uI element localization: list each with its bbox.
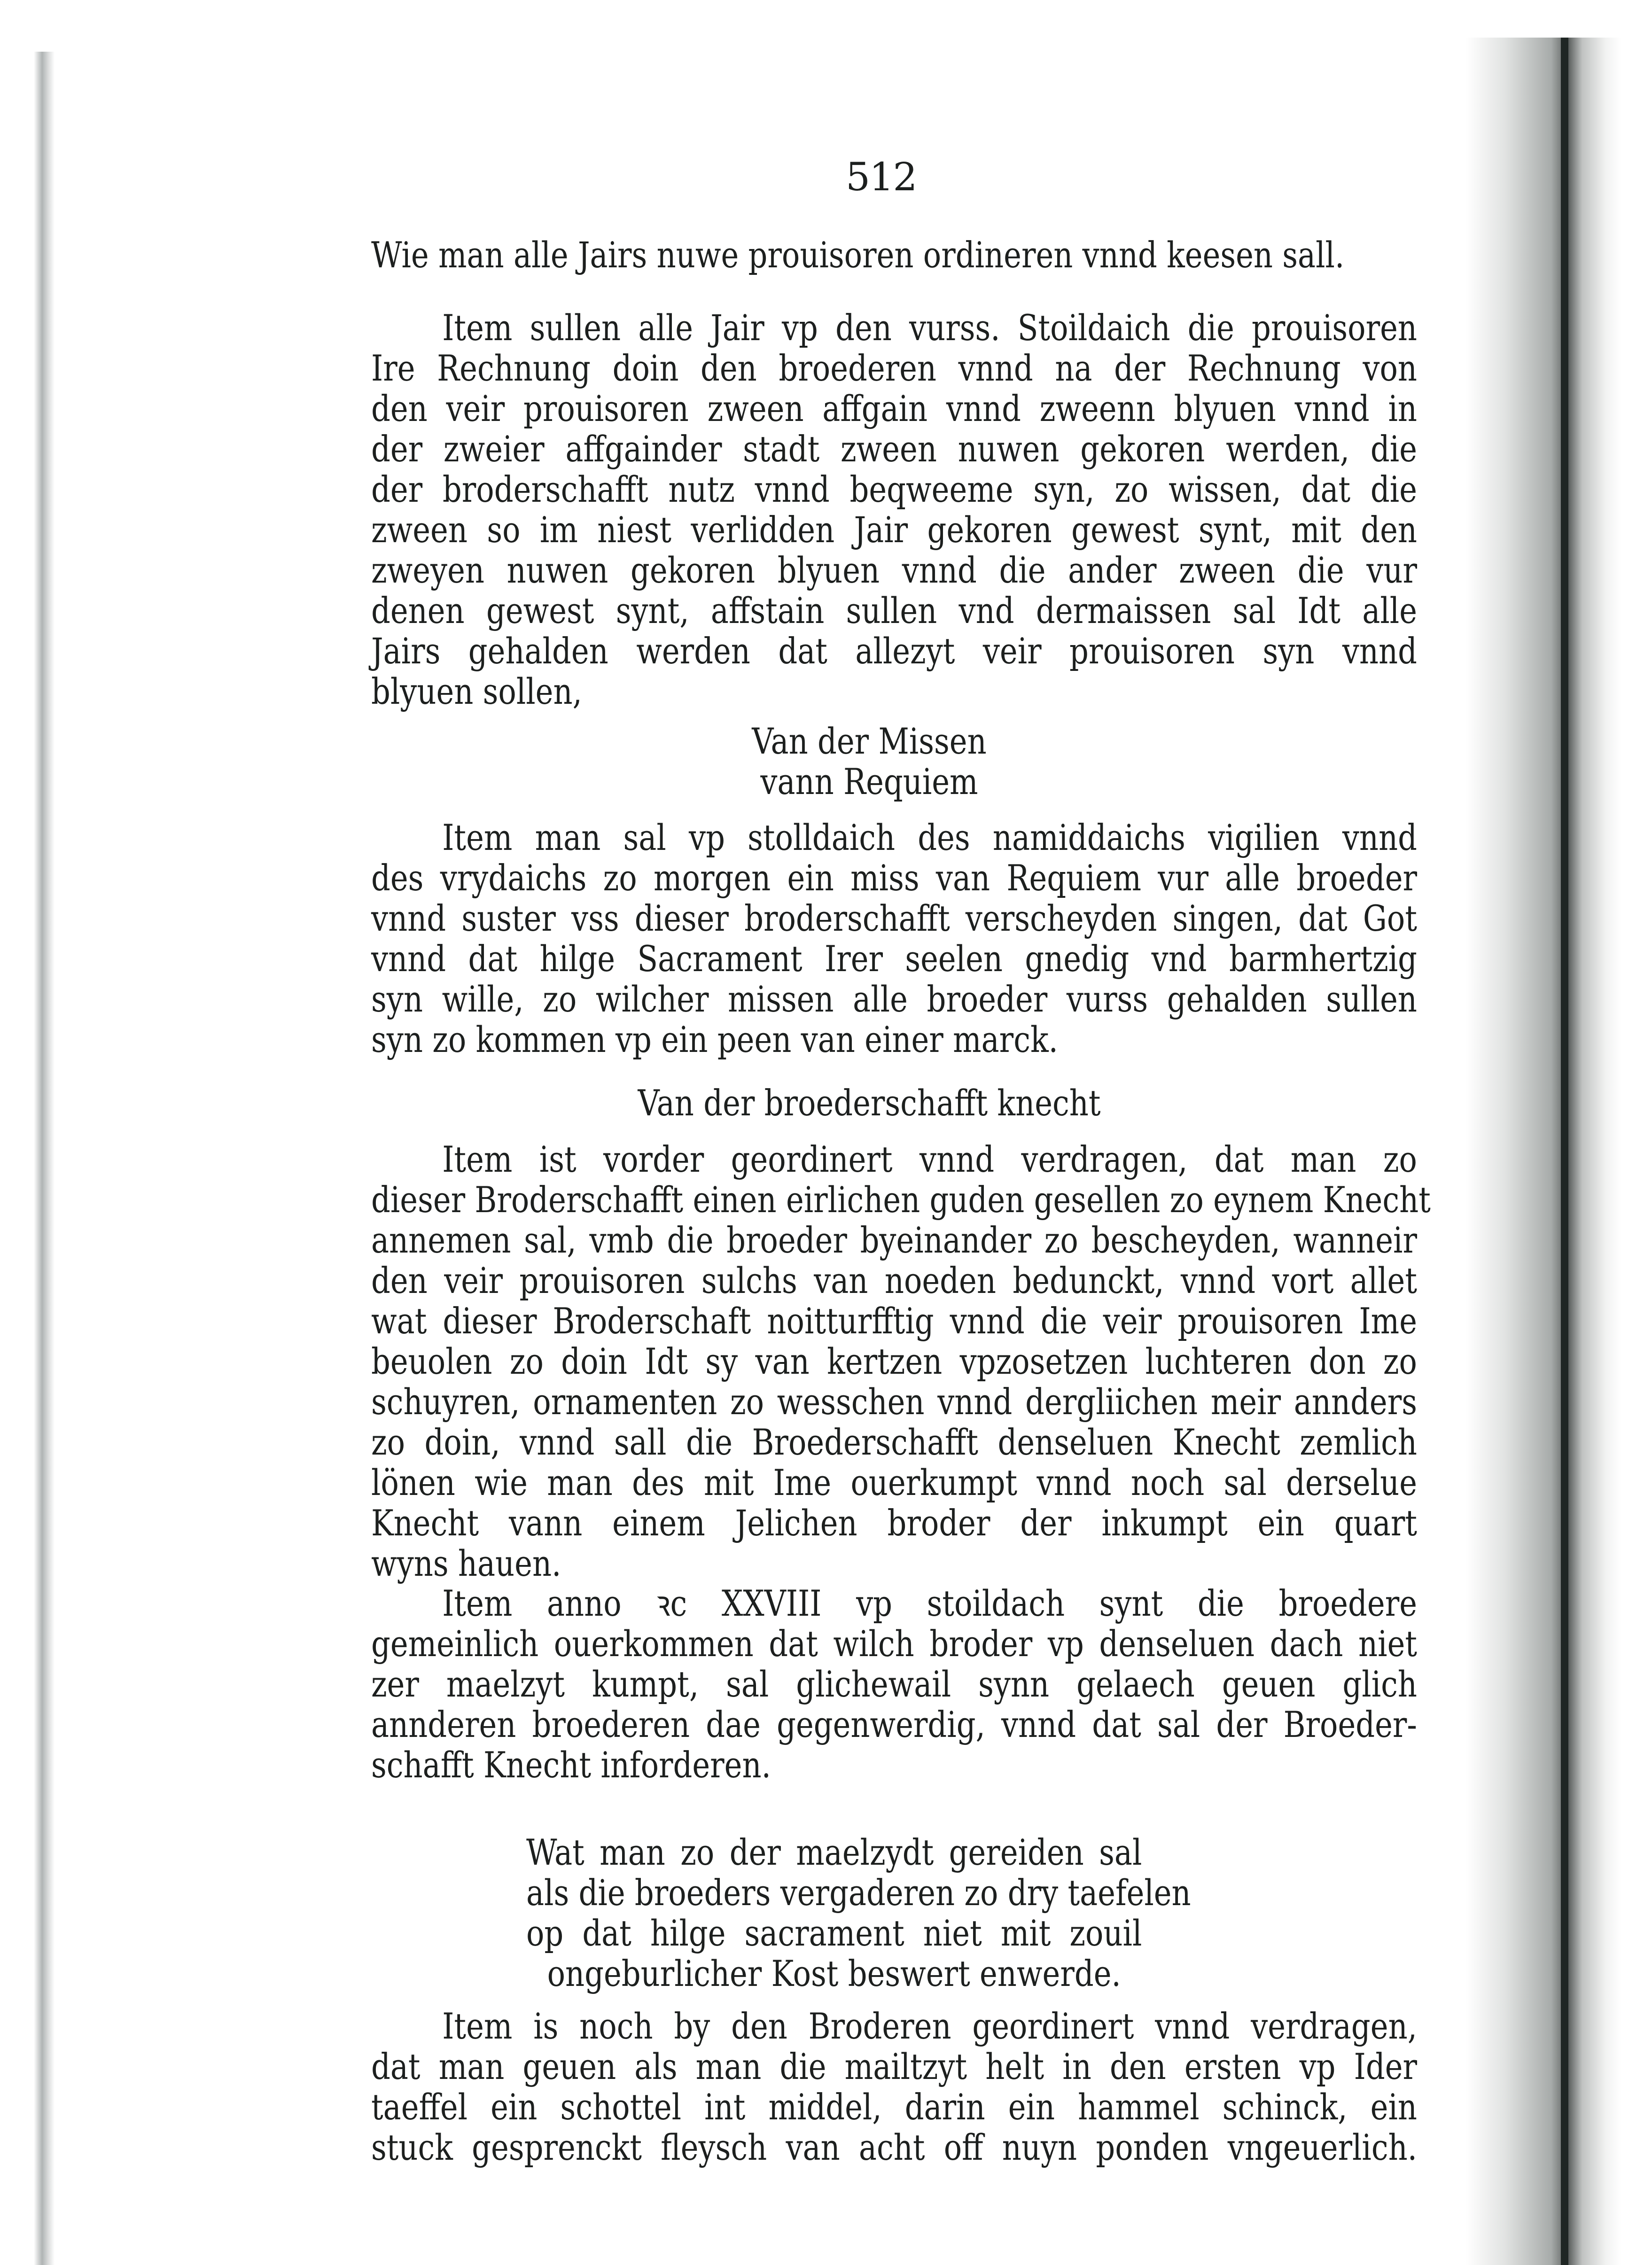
text-line: des vrydaichs zo morgen ein miss van Requiem vur alle broeder	[371, 857, 1417, 899]
section-prouisoren	[371, 307, 1418, 712]
section-anno	[371, 1582, 1418, 1786]
heading-line: Van der broederschafft knecht	[638, 1082, 1101, 1124]
text-line: vnnd dat hilge Sacrament Irer seelen gnedig vnd barmhertzig	[371, 938, 1417, 980]
verse-line: Wat man zo der maelzydt gereiden sal	[526, 1831, 1142, 1873]
left-page-edge	[34, 52, 55, 2265]
text-line: der broderschafft nutz vnnd beqweeme syn, zo wissen, dat die	[371, 468, 1417, 510]
text-line: zweyen nuwen gekoren blyuen vnnd die ander zween die vur	[371, 549, 1417, 591]
section-heading-requiem	[731, 721, 1007, 802]
text-line: denen gewest synt, affstain sullen vnd dermaissen sal Idt alle	[371, 590, 1417, 631]
text-line: schuyren, ornamenten zo wesschen vnnd dergliichen meir annders	[371, 1381, 1417, 1423]
text-line: zer maelzyt kumpt, sal glichewail synn gelaech geuen glich	[371, 1663, 1417, 1705]
text-line: Item is noch by den Broderen geordinert vnnd verdragen,	[442, 2005, 1418, 2047]
verse-line: als die broeders vergaderen zo dry taefelen	[526, 1872, 1191, 1914]
text-line: taeffel ein schottel int middel, darin ein hammel schinck, ein	[371, 2086, 1417, 2128]
verse-line: ongeburlicher Kost beswert enwerde.	[547, 1953, 1121, 1994]
text-line: zween so im niest verlidden Jair gekoren gewest synt, mit den	[371, 509, 1417, 551]
text-line: beuolen zo doin Idt sy van kertzen vpzosetzen luchteren don zo	[371, 1340, 1417, 1382]
text-line: Item sullen alle Jair vp den vurss. Stoildaich die prouisoren	[442, 307, 1418, 349]
text-line: Item anno ꝛc XXVIII vp stoildach synt die broedere	[442, 1582, 1418, 1624]
text-line: lönen wie man des mit Ime ouerkumpt vnnd noch sal derselue	[371, 1462, 1417, 1503]
text-line: dieser Broderschafft einen eirlichen guden gesellen zo eynem Knecht	[371, 1179, 1431, 1221]
text-line: syn zo kommen vp ein peen van einer marck.	[371, 1019, 1058, 1060]
text-line: annderen broederen dae gegenwerdig, vnnd dat sal der Broeder-	[371, 1704, 1417, 1745]
text-line: der zweier affgainder stadt zween nuwen gekoren werden, die	[371, 428, 1417, 470]
verse-line: op dat hilge sacrament niet mit zouil	[526, 1912, 1142, 1954]
text-line: annemen sal, vmb die broeder byeinander zo bescheyden, wanneir	[371, 1219, 1417, 1261]
section-heading-knecht	[605, 1083, 1134, 1123]
text-line: gemeinlich ouerkommen dat wilch broder vp denseluen dach niet	[371, 1623, 1417, 1665]
text-line: Ire Rechnung doin den broederen vnnd na der Rechnung von	[371, 347, 1417, 389]
text-line: Item man sal vp stolldaich des namiddaichs vigilien vnnd	[442, 817, 1418, 858]
text-line: dat man geuen als man die mailtzyt helt in den ersten vp Ider	[371, 2046, 1417, 2087]
text-line: wyns hauen.	[371, 1542, 561, 1584]
gutter-binding-line	[1561, 38, 1568, 2265]
gutter-shadow	[1466, 38, 1621, 2265]
section-knecht	[371, 1138, 1431, 1584]
text-line: den veir prouisoren sulchs van noeden bedunckt, vnnd vort allet	[371, 1260, 1417, 1301]
page-title: Wie man alle Jairs nuwe prouisoren ordineren vnnd keesen sall.	[371, 234, 1345, 276]
section-heading-maelzydt	[526, 1831, 1191, 1994]
text-line: schafft Knecht inforderen.	[371, 1744, 771, 1786]
text-line: stuck gesprenckt fleysch van acht off nuyn ponden vngeuerlich.	[371, 2126, 1417, 2168]
text-line: Item ist vorder geordinert vnnd verdragen, dat man zo	[442, 1138, 1418, 1180]
text-line: syn wille, zo wilcher missen alle broeder vurss gehalden sullen	[371, 978, 1417, 1020]
heading-line: Van der Missen	[752, 720, 987, 762]
section-requiem	[371, 817, 1418, 1060]
heading-line: vann Requiem	[760, 761, 978, 802]
section-maelzydt	[371, 2005, 1418, 2168]
page-number: 512	[846, 155, 917, 200]
text-line: blyuen sollen,	[371, 670, 582, 712]
text-line: zo doin, vnnd sall die Broederschafft denseluen Knecht zemlich	[371, 1421, 1417, 1463]
text-line: wat dieser Broderschaft noitturfftig vnnd die veir prouisoren Ime	[371, 1300, 1417, 1342]
text-line: Knecht vann einem Jelichen broder der inkumpt ein quart	[371, 1502, 1417, 1544]
text-line: Jairs gehalden werden dat allezyt veir prouisoren syn vnnd	[371, 630, 1417, 672]
text-line: vnnd suster vss dieser broderschafft verscheyden singen, dat Got	[371, 897, 1417, 939]
page-title-block	[371, 234, 1345, 276]
text-line: den veir prouisoren zween affgain vnnd zweenn blyuen vnnd in	[371, 388, 1417, 429]
